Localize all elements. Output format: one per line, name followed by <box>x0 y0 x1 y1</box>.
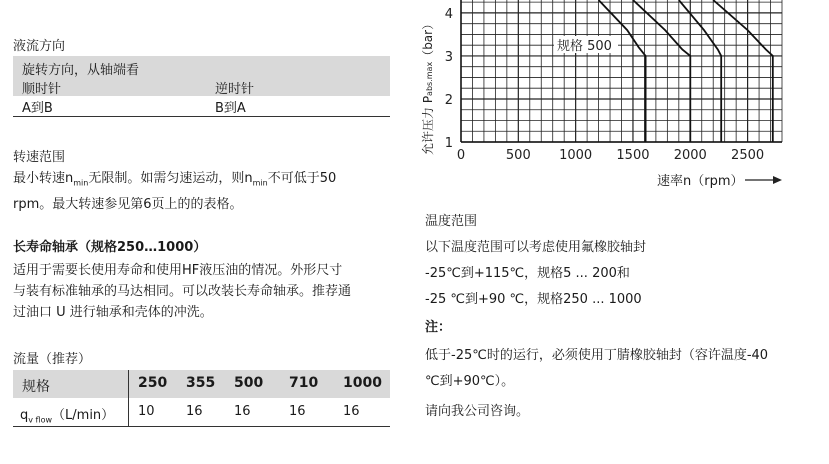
temperature-line-2: -25℃到+115℃，规格5 ... 200和 <box>425 266 630 281</box>
y-tick-label: 2 <box>444 92 453 108</box>
y-tick-label: 3 <box>444 49 453 65</box>
flow-direction-clockwise-value: A到B <box>22 101 53 116</box>
flow-table-value-710: 16 <box>289 404 306 419</box>
y-tick-label: 1 <box>444 136 453 151</box>
flow-table-value-250: 10 <box>138 404 155 419</box>
flow-table-title: 流量（推荐） <box>13 352 92 367</box>
flow-table-size-500: 500 <box>234 375 264 391</box>
chart-annotation: 规格 500 <box>557 39 612 54</box>
flow-table-value-1000: 16 <box>343 404 360 419</box>
chart-ylabel: 允许压力 Pabs.max（bar） <box>421 17 435 155</box>
x-tick-label: 0 <box>456 148 466 163</box>
x-tick-label: 1500 <box>616 148 650 163</box>
flow-table-header-label: 规格 <box>22 379 50 395</box>
flow-table-rule <box>13 426 390 427</box>
y-tick-label: 4 <box>444 6 453 22</box>
temperature-line-3: -25 ℃到+90 ℃，规格250 ... 1000 <box>425 292 642 307</box>
flow-table-size-355: 355 <box>186 375 216 391</box>
bearing-text: 适用于需要长使用寿命和使用HF液压油的情况。外形尺寸 与装有标准轴承的马达相同。可以改装长寿命轴承。推荐通 过油口 U 进行轴承和壳体的冲洗。 <box>13 263 352 320</box>
flow-direction-counterclockwise-value: B到A <box>215 101 246 116</box>
contact-text: 请向我公司咨询。 <box>425 404 530 419</box>
x-tick-label: 500 <box>505 148 531 163</box>
note-label: 注： <box>425 320 452 335</box>
speed-range-text: 最小转速$n_{min}$无限制。如需匀速运动，则$n_{min}$不可低于50 rpm。最大转速参见第6页上的的表格。 <box>13 171 337 212</box>
flow-table-divider <box>128 370 129 426</box>
pressure-speed-chart <box>412 0 829 200</box>
note-line-1: 低于-25℃时的运行，必须使用丁腈橡胶轴封（容许温度-40 <box>425 348 769 363</box>
flow-table-size-1000: 1000 <box>343 375 382 391</box>
temperature-line-1: 以下温度范围可以考虑使用氟橡胶轴封 <box>425 240 647 255</box>
x-axis-arrow-icon <box>745 174 783 186</box>
temperature-title: 温度范围 <box>425 214 478 229</box>
x-tick-label: 2000 <box>673 148 707 163</box>
note-line-2: ℃到+90℃）。 <box>425 374 515 389</box>
flow-table-value-355: 16 <box>186 404 203 419</box>
flow-direction-counterclockwise-header: 逆时针 <box>215 82 255 97</box>
flow-table-row-label: $q_{v flow}(L/\min)$ <box>20 408 115 425</box>
flow-table-size-710: 710 <box>289 375 319 391</box>
flow-table-size-250: 250 <box>138 375 168 391</box>
chart-xlabel: 速率n（rpm） <box>657 174 744 189</box>
bearing-title: 长寿命轴承（规格250…1000） <box>13 240 207 255</box>
flow-direction-title: 液流方向 <box>13 39 66 54</box>
flow-direction-clockwise-header: 顺时针 <box>22 82 62 97</box>
x-tick-label: 1000 <box>559 148 593 163</box>
x-tick-label: 2500 <box>731 148 765 163</box>
flow-direction-rule <box>13 116 390 117</box>
speed-range-title: 转速范围 <box>13 150 66 165</box>
flow-table-value-500: 16 <box>234 404 251 419</box>
flow-direction-subtitle: 旋转方向，从轴端看 <box>22 63 140 78</box>
